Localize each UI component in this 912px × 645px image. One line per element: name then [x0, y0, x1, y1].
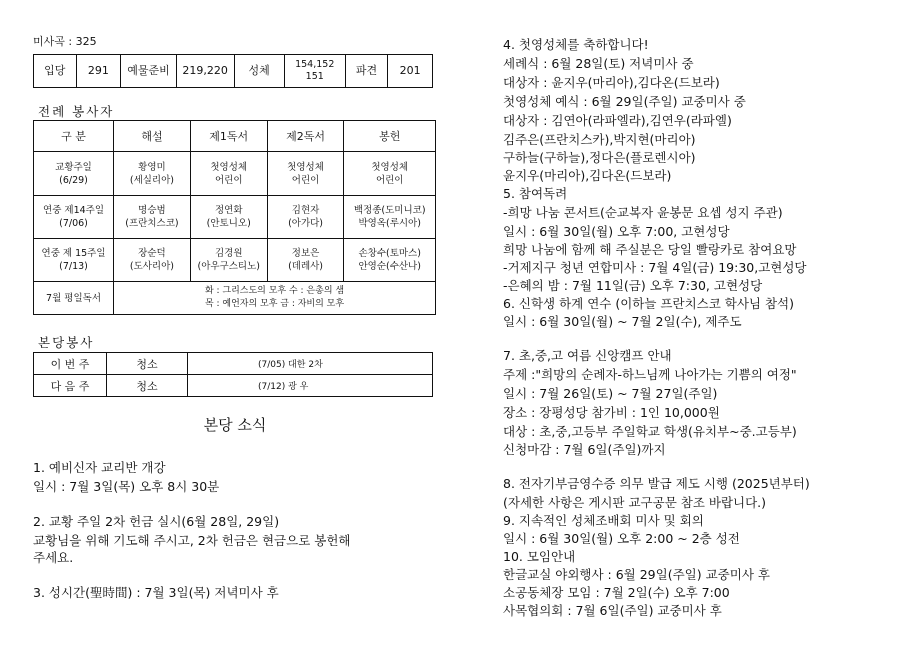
news-line: 일시 : 6월 30일(월) 오후 2:00 ~ 2층 성전	[503, 531, 740, 546]
hymn-label: 미사곡 : 325	[33, 35, 97, 48]
duty-task: 청소	[107, 375, 188, 397]
news-line: 8. 전자기부금영수증 의무 발급 제도 시행 (2025년부터)	[503, 476, 810, 491]
schedule-cell: 명승범 (프란치스코)	[114, 196, 191, 239]
news-line: 한글교실 야외행사 : 6월 29일(주일) 교중미사 후	[503, 567, 770, 582]
news-line: 일시 : 7월 3일(목) 오후 8시 30분	[33, 479, 220, 494]
weekday-label: 7월 평일독서	[34, 282, 114, 315]
news-line: 일시 : 6월 30일(월) 오후 7:00, 고현성당	[503, 224, 730, 239]
news-line: 신청마감 : 7월 6일(주일)까지	[503, 442, 666, 457]
duty-table	[33, 352, 433, 397]
schedule-cell: 정보은 (데레사)	[267, 239, 344, 282]
news-line: 7. 초,중,고 여름 신앙캠프 안내	[503, 348, 672, 363]
news-line: 3. 성시간(聖時間) : 7월 3일(목) 저녁미사 후	[33, 585, 279, 600]
hymn-table	[33, 54, 433, 88]
news-line: 4. 첫영성체를 축하합니다!	[503, 37, 649, 52]
schedule-cell: 첫영성체 어린이	[190, 152, 267, 196]
news-line: 대상자 : 윤지우(마리아),김다온(드보라)	[503, 75, 720, 90]
schedule-table	[33, 120, 436, 315]
news-line: (자세한 사항은 게시판 교구공문 참조 바랍니다.)	[503, 495, 767, 510]
news-title: 본당 소식	[203, 416, 267, 434]
news-line: 주세요.	[33, 550, 74, 565]
duty-title: 본당봉사	[38, 335, 95, 350]
schedule-title: 전례 봉사자	[38, 104, 115, 119]
hymn-cell: 파견	[345, 55, 388, 88]
schedule-cell: 첫영성체 어린이	[344, 152, 436, 196]
news-line: 주제 :"희망의 순례자-하느님께 나아가는 기쁨의 여정"	[503, 367, 797, 382]
news-line: 김주은(프란치스카),박지현(마리아)	[503, 132, 696, 147]
news-line: 세례식 : 6월 28일(토) 저녁미사 중	[503, 56, 694, 71]
news-line: 1. 예비신자 교리반 개강	[33, 460, 166, 475]
schedule-header: 제2독서	[267, 121, 344, 152]
schedule-day: 연중 제 15주일 (7/13)	[34, 239, 114, 282]
news-line: 희망 나눔에 함께 해 주실분은 당일 빨랑카로 참여요망	[503, 242, 797, 257]
news-line: 6. 신학생 하계 연수 (이하늘 프란치스코 학사님 참석)	[503, 296, 794, 311]
schedule-header: 해설	[114, 121, 191, 152]
schedule-cell: 첫영성체 어린이	[267, 152, 344, 196]
schedule-day: 교황주일 (6/29)	[34, 152, 114, 196]
news-line: 사목협의회 : 7월 6일(주일) 교중미사 후	[503, 603, 722, 618]
news-line: 첫영성체 예식 : 6월 29일(주일) 교중미사 중	[503, 94, 746, 109]
hymn-cell: 성체	[234, 55, 284, 88]
news-line: 구하늘(구하늘),정다은(플로렌시아)	[503, 150, 696, 165]
schedule-cell: 황영미 (세실리아)	[114, 152, 191, 196]
duty-week: 다 음 주	[34, 375, 107, 397]
news-line: 대상 : 초,중,고등부 주일학교 학생(유치부~중.고등부)	[503, 424, 797, 439]
schedule-header: 구 분	[34, 121, 114, 152]
hymn-cell: 예물준비	[121, 55, 177, 88]
schedule-cell: 김현자 (아가다)	[267, 196, 344, 239]
duty-week: 이 번 주	[34, 353, 107, 375]
hymn-cell: 291	[76, 55, 121, 88]
news-line: 일시 : 7월 26일(토) ~ 7월 27일(주일)	[503, 386, 718, 401]
schedule-cell: 정연화 (안토니오)	[190, 196, 267, 239]
schedule-cell: 백정종(도미니코) 박영옥(루시아)	[344, 196, 436, 239]
news-line: 9. 지속적인 성체조배회 미사 및 회의	[503, 513, 704, 528]
hymn-cell: 219,220	[176, 55, 234, 88]
hymn-cell: 입당	[34, 55, 77, 88]
news-line: 대상자 : 김연아(라파엘라),김연우(라파엘)	[503, 113, 732, 128]
news-line: 10. 모임안내	[503, 549, 576, 564]
news-line: 장소 : 장평성당 참가비 : 1인 10,000원	[503, 405, 720, 420]
duty-note: (7/05) 대한 2차	[188, 353, 433, 375]
duty-note: (7/12) 광 우	[188, 375, 433, 397]
news-line: 소공동체장 모임 : 7월 2일(수) 오후 7:00	[503, 585, 730, 600]
news-line: 윤지우(마리아),김다온(드보라)	[503, 168, 672, 183]
table-row	[34, 239, 436, 282]
duty-task: 청소	[107, 353, 188, 375]
schedule-cell: 장순덕 (도사리아)	[114, 239, 191, 282]
weekday-readings: 화 : 그리스도의 모후 수 : 은총의 샘 목 : 예언자의 모후 금 : 자비의 모후	[114, 282, 436, 315]
table-row	[34, 282, 436, 315]
schedule-header: 제1독서	[190, 121, 267, 152]
schedule-header: 봉헌	[344, 121, 436, 152]
table-row	[34, 152, 436, 196]
news-line: -거제지구 청년 연합미사 : 7월 4일(금) 19:30,고현성당	[503, 260, 807, 275]
table-row	[34, 353, 433, 375]
news-line: 교황님을 위해 기도해 주시고, 2차 헌금은 현금으로 봉헌해	[33, 533, 351, 548]
news-line: 2. 교황 주일 2차 헌금 실시(6월 28일, 29일)	[33, 514, 280, 529]
hymn-cell: 201	[388, 55, 433, 88]
news-line: -희망 나눔 콘서트(순교복자 윤봉문 요셉 성지 주관)	[503, 205, 783, 220]
schedule-cell: 김경원 (아우구스티노)	[190, 239, 267, 282]
schedule-day: 연중 제14주일 (7/06)	[34, 196, 114, 239]
hymn-cell: 154,152 151	[284, 55, 345, 88]
table-row	[34, 375, 433, 397]
table-row	[34, 196, 436, 239]
news-line: -은혜의 밤 : 7월 11일(금) 오후 7:30, 고현성당	[503, 278, 763, 293]
schedule-cell: 손창수(토마스) 안영순(수산나)	[344, 239, 436, 282]
news-line: 5. 참여독려	[503, 186, 568, 201]
news-line: 일시 : 6월 30일(월) ~ 7월 2일(수), 제주도	[503, 314, 742, 329]
